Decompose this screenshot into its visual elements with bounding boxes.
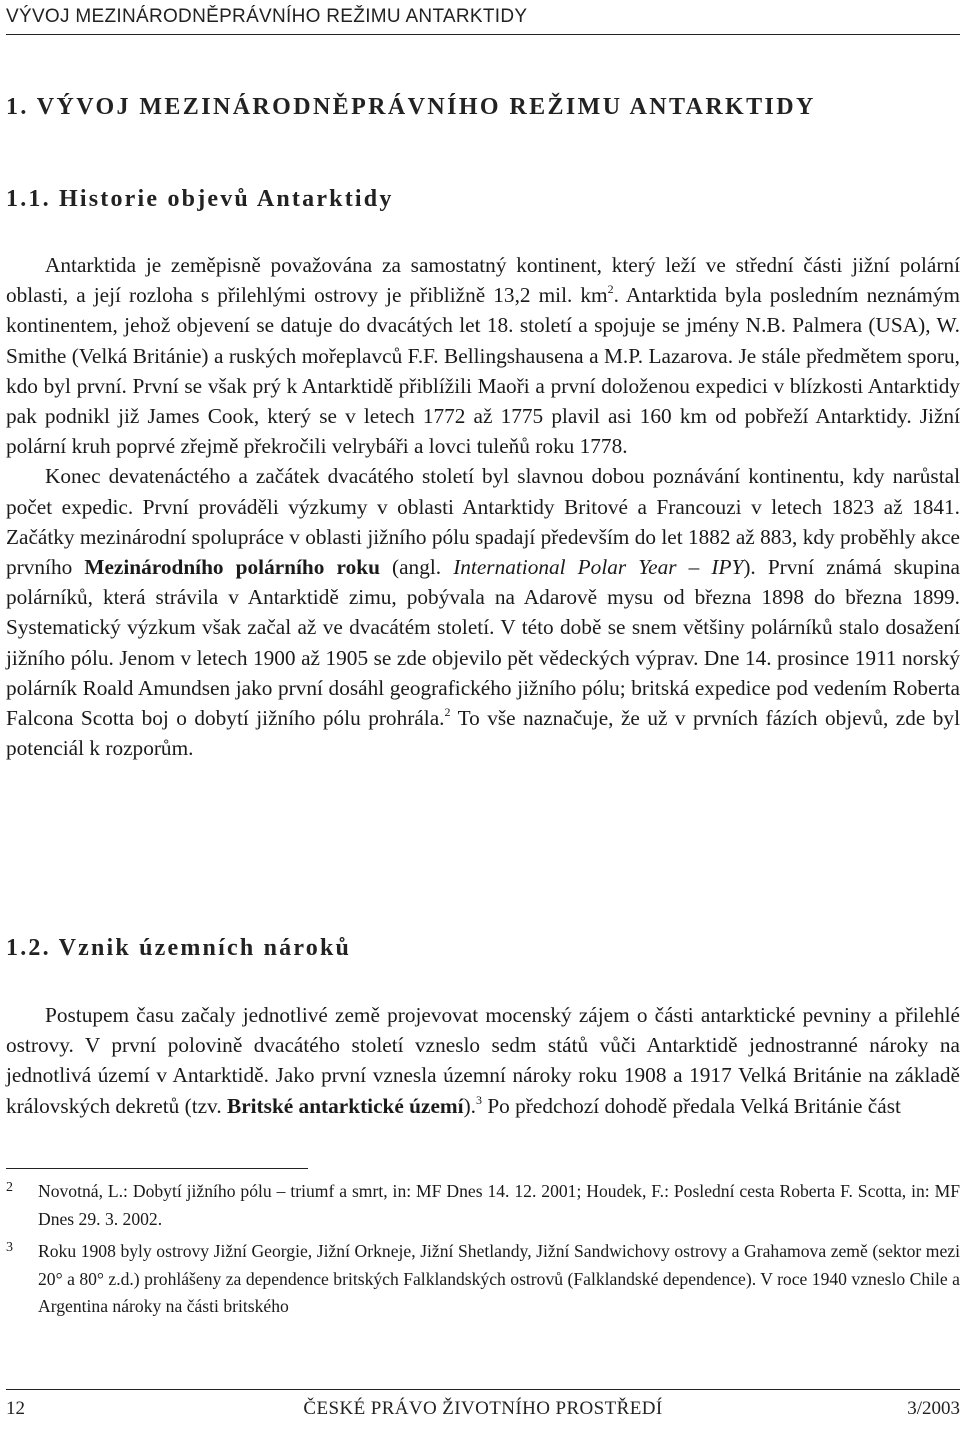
paragraph <box>6 461 960 763</box>
text-run: Postupem času začaly jednotlivé země projevovat mocenský zájem o části antarktické pevniny a přilehlé ostrovy. V první polovině dvacátého století vzneslo sedm států vůči Antarktidě jednostranné nároky na jednotlivá území v Antarktidě. Jako první vznesla územní nároky roku 1908 a 1917 Velká Británie na základě královských dekretů (tzv. <box>6 1003 960 1118</box>
paragraph <box>6 250 960 461</box>
header-rule <box>6 34 960 35</box>
text-run: Antarktida je zeměpisně považována za samostatný kontinent, který leží ve střední části jižní polární oblasti, a její rozloha s přilehlými ostrovy je přibližně 13,2 mil. km <box>6 253 960 308</box>
paragraph <box>6 1000 960 1121</box>
footnotes <box>6 1178 960 1326</box>
text-run: Po předchozí dohodě předala Velká Británie část <box>482 1093 901 1118</box>
text-run: ). První známá skupina polárníků, která strávila v Antarktidě zimu, pobývala na Adarově mysu od března 1898 do března 1899. Systematický výzkum však začal až ve dvacátém století. V této době se snem většiny polárníků stalo dosažení jižního pólu. Jenom v letech 1900 až 1905 se zde objevilo pět vědeckých výprav. Dne 14. prosince 1911 norský polárník Roald Amundsen jako první dosáhl geografického jižního pólu; britská expedice pod vedením Roberta Falcona Scotta boj o dobytí jižního pólu prohrála. <box>6 555 960 731</box>
page-number: 12 <box>6 1398 25 1419</box>
issue-number: 3/2003 <box>907 1398 960 1419</box>
italic-term: International Polar Year – IPY <box>453 555 744 580</box>
bold-term: Britské antarktické území <box>226 1093 464 1118</box>
footnote-ref[interactable]: 2 <box>444 705 451 720</box>
text-run: To vše naznačuje, že už v prvních fázích objevů, zde byl potenciál k rozporům. <box>6 706 960 761</box>
footnote-rule <box>6 1168 308 1169</box>
footer-rule <box>6 1389 960 1390</box>
section-body-history <box>6 250 960 763</box>
footnote <box>6 1178 960 1233</box>
document-page <box>6 0 960 1429</box>
footnote-number: 2 <box>6 1180 13 1195</box>
text-run: Konec devatenáctého a začátek dvacátého století byl slavnou dobou poznávání kontinentu, kdy narůstal počet expedic. První prováděli výzkumy v oblasti Antarktidy Britové a Francouzi v letech 1823 až 1841. Začátky mezinárodní spolupráce v oblasti jižního pólu spadají především do let 1882 až 883, kdy proběhly akce prvního <box>6 464 960 580</box>
bold-term: Mezinárodního polárního roku <box>84 555 380 580</box>
text-run: ). <box>463 1093 477 1118</box>
section-body-claims <box>6 1000 960 1121</box>
running-head: VÝVOJ MEZINÁRODNĚPRÁVNÍHO REŽIMU ANTARKTIDY <box>6 6 528 27</box>
page-footer <box>6 1398 960 1424</box>
section-title-history: 1.1. Historie objevů Antarktidy <box>6 186 394 212</box>
footnote-number: 3 <box>6 1240 13 1256</box>
superscript: 2 <box>607 282 614 297</box>
footnote-ref[interactable]: 3 <box>476 1092 483 1107</box>
text-run: . Antarktida byla posledním neznámým kontinentem, jehož objevení se datuje do dvacátých let 18. století a spojuje se jmény N.B. Palmera (USA), W. Smithe (Velká Británie) a ruských mořeplavců F.F. Bellingshausena a M.P. Lazarova. Je stále předmětem sporu, kdo byl první. První se však prý k Antarktidě přiblížili Maoři a první doloženou expedici v blízkosti Antarktidy pak podnikl již James Cook, který se v letech 1772 až 1775 plavil asi 160 km od pobřeží Antarktidy. Jižní polární kruh poprvé zřejmě překročili velrybáři a lovci tuleňů roku 1778. <box>6 283 960 459</box>
footnote-text: Novotná, L.: Dobytí jižního pólu – triumf a smrt, in: MF Dnes 14. 12. 2001; Houdek, F.: Poslední cesta Roberta F. Scotta, in: MF Dnes 29. 3. 2002. <box>38 1181 960 1229</box>
text-run: (angl. <box>379 555 454 580</box>
footnote <box>6 1238 960 1321</box>
section-title-claims: 1.2. Vznik územních nároků <box>6 935 352 961</box>
chapter-title: 1. VÝVOJ MEZINÁRODNĚPRÁVNÍHO REŽIMU ANTARKTIDY <box>6 94 816 120</box>
journal-title: ČESKÉ PRÁVO ŽIVOTNÍHO PROSTŘEDÍ <box>303 1398 663 1419</box>
footnote-text: Roku 1908 byly ostrovy Jižní Georgie, Jižní Orkneje, Jižní Shetlandy, Jižní Sandwichovy ostrovy a Grahamova země (sektor mezi 20° a 80° z.d.) prohlášeny za dependence britských Falklandských ostrovů (Falklandské dependence). V roce 1940 vzneslo Chile a Argentina nároky na části britského <box>38 1241 960 1317</box>
